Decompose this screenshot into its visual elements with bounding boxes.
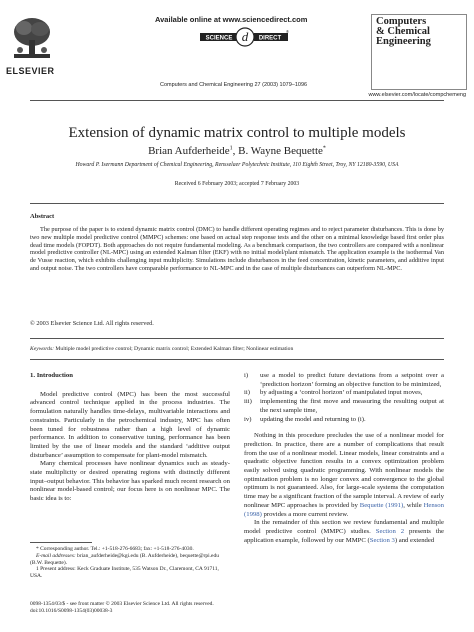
- author-name: Brian Aufderheide: [148, 145, 230, 157]
- journal-cover-line: Computers: [376, 16, 427, 27]
- journal-cover: [371, 14, 467, 90]
- sciencedirect-right: DIRECT: [258, 35, 282, 42]
- keywords-text: Multiple model predictive control; Dynamic matrix control; Extended Kalman filter; Nonlinear estimation: [54, 346, 294, 352]
- paragraph-text: In the remainder of this section we review fundamental and multiple model predictive control (MMPC) studies.: [244, 519, 444, 535]
- section-heading: 1. Introduction: [30, 372, 73, 379]
- journal-url[interactable]: www.elsevier.com/locate/compchemeng: [368, 92, 466, 98]
- left-column: [30, 372, 230, 504]
- footnote: [30, 553, 230, 567]
- list-item: [244, 372, 444, 389]
- abstract-heading: Abstract: [30, 213, 55, 220]
- list-item: [244, 389, 444, 398]
- journal-cover-line: Engineering: [376, 36, 431, 47]
- list-number: iv): [244, 415, 252, 423]
- keywords-label: Keywords:: [30, 346, 55, 352]
- sciencedirect-mark: ®: [286, 29, 289, 34]
- citation-link[interactable]: Bequette (1991): [359, 501, 404, 509]
- corresponding-author-mark[interactable]: *: [322, 145, 326, 152]
- list-text: by adjusting a ‘control horizon’ of manipulated input moves,: [260, 389, 423, 397]
- right-column: [244, 372, 444, 545]
- list-text: implementing the first move and measuring the resulting output at the next sample time,: [260, 398, 444, 414]
- author-name: B. Wayne Bequette: [238, 145, 323, 157]
- paragraph: [244, 432, 444, 519]
- affiliation: Howard P. Isermann Department of Chemical Engineering, Rensselaer Polytechnic Institute, 110 Eighth Street, Troy, NY 12180-3590, USA: [75, 162, 399, 168]
- list-item: [244, 416, 444, 425]
- paragraph: Model predictive control (MPC) has been the most successful advanced control technique applied in the process industries. The formulation naturally handles time-delays, multivariable interactions and constraints. Particularly in the petrochemical industry, MPC has often been tuned for robustness rather than a high level of dynamic performance. In addition to conservative tuning, performance has been limited by the use of linear models and the standard ‘additive output disturbance’ assumption to compensate for plant-model mismatch.: [30, 390, 230, 459]
- paper-title: Extension of dynamic matrix control to multiple models: [68, 125, 406, 141]
- footnotes: [30, 546, 230, 580]
- journal-cover-title: [376, 17, 431, 47]
- author-line: [0, 145, 474, 157]
- email-addresses[interactable]: brian_aufderheide@kgi.edu (B. Aufderheide), bequette@rpi.edu (B.W. Bequette).: [30, 552, 219, 566]
- email-label: E-mail addresses:: [36, 552, 76, 559]
- body-divider: [30, 359, 444, 360]
- elsevier-tree-logo: [8, 14, 56, 62]
- paragraph-text: , while: [403, 501, 424, 509]
- list-number: i): [244, 372, 249, 379]
- available-online-text[interactable]: Available online at www.sciencedirect.com: [155, 15, 308, 24]
- footnote-divider: [30, 542, 92, 543]
- paragraph-text: Nothing in this procedure precludes the use of a nonlinear model for prediction. In practice, there are a number of complications that result from the use of a nonlinear model. Linear models, linear constraints and a quadratic objective function results in a convex optimization problem easily solved using quadratic programming. With nonlinear models the optimization problem is no longer convex and convergence to the global optimum is not guaranteed. Also, for large-scale systems the computation time may be a significant fraction of the sample interval. A review of early nonlinear MPC approaches is provided by: [244, 432, 444, 509]
- paragraph: [244, 519, 444, 545]
- section-link[interactable]: Section 2: [375, 527, 405, 535]
- keywords: [30, 346, 444, 352]
- footnote: * Corresponding author. Tel.: +1-518-276-6683; fax: +1-518-276-4030.: [36, 546, 194, 552]
- list-number: iii): [244, 398, 252, 406]
- header-divider: [30, 100, 444, 101]
- paragraph: Many chemical processes have nonlinear dynamics such as steady-state multiplicity or desired operating regions with distinctly different input–output behavior. This behavior has sparked much recent research on nonlinear model-based control; our focus here is on nonlinear MPC. The basic idea is to:: [30, 460, 230, 503]
- abstract-body: The purpose of the paper is to extend dynamic matrix control (DMC) to handle different operating regimes and to reject parameter disturbances. This is done by two new multiple model predictive control (MMPC) schemes: one based on actual step response tests and the other on a minimal knowledge based first order plus dead time models (FOPDT). Both approaches do not require fundamental modeling. As a benchmark comparison, the two controllers are compared with a nonlinear model predictive controller (NL-MPC) using an extended Kalman filter (EKF) with no initial model/plant mismatch. The application example is the isothermal Van de Vusse reaction, which exhibits challenging input multiplicity. Simulations include disturbances in the feed concentration, kinetic parameters, and additive input and output noise. The two controllers have comparable performance to NL-MPC and in the case of multiple disturbances can outperform NL-MPC.: [30, 226, 444, 272]
- sciencedirect-logo: [200, 27, 290, 47]
- received-dates: Received 6 February 2003; accepted 7 February 2003: [174, 181, 300, 187]
- abstract-top-divider: [30, 203, 444, 204]
- author-footnote-mark[interactable]: 1: [229, 145, 233, 152]
- footer-line: 0098-1354/03/$ - see front matter © 2003 Elsevier Science Ltd. All rights reserved.: [30, 601, 214, 607]
- author-separator: ,: [232, 145, 239, 157]
- page-header: [0, 0, 474, 100]
- paragraph-text: ) and extended: [394, 536, 435, 544]
- list-text: use a model to predict future deviations from a setpoint over a ‘prediction horizon’ forming an objective function to be minimized,: [260, 372, 444, 388]
- svg-text:d: d: [241, 29, 249, 44]
- journal-cover-line: & Chemical: [376, 26, 430, 37]
- section-link[interactable]: Section 3: [369, 536, 395, 544]
- page-footer: [30, 601, 214, 615]
- paragraph-text: presents the application example, followed by our MMPC (: [244, 527, 444, 544]
- citation-link[interactable]: Henson (1998): [244, 501, 444, 518]
- publisher-name: ELSEVIER: [6, 66, 55, 76]
- keywords-divider: [30, 338, 444, 339]
- footnote: 1 Present address: Keck Graduate Institute, 535 Watson Dr., Claremont, CA 91711, USA.: [30, 566, 219, 580]
- list-item: [244, 398, 444, 415]
- abstract-copyright: © 2003 Elsevier Science Ltd. All rights reserved.: [30, 320, 154, 327]
- sciencedirect-left: SCIENCE: [205, 35, 233, 42]
- doi[interactable]: doi:10.1016/S0098-1354(03)00038-3: [30, 607, 113, 614]
- paragraph-text: provides a more current review.: [261, 510, 349, 518]
- list-number: ii): [244, 389, 250, 397]
- list-text: updating the model and returning to (i).: [260, 415, 366, 423]
- journal-citation: Computers and Chemical Engineering 27 (2003) 1079–1096: [160, 82, 308, 88]
